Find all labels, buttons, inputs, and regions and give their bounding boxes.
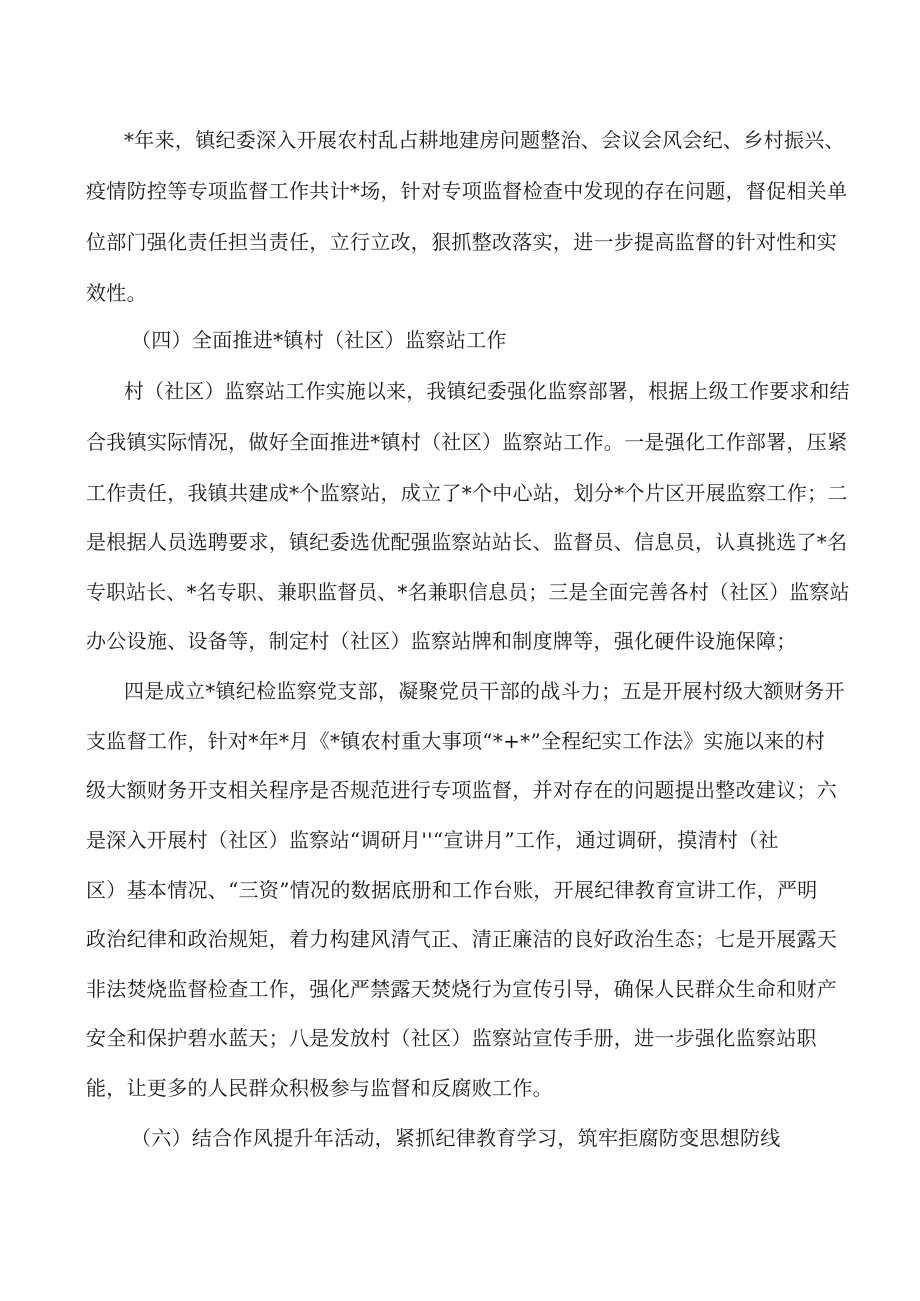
text-line: *年来，镇纪委深入开展农村乱占耕地建房问题整治、会议会风会纪、乡村振兴、 (124, 128, 845, 152)
text-line: 支监督工作，针对*年*月《*镇农村重大事项“*+*”全程纪实工作法》实施以来的村 (86, 729, 826, 753)
text-line: 村（社区）监察站工作实施以来，我镇纪委强化监察部署，根据上级工作要求和结 (124, 379, 850, 403)
text-line: 能，让更多的人民群众积极参与监督和反腐败工作。 (86, 1076, 553, 1100)
text-line: 安全和保护碧水蓝天；八是发放村（社区）监察站宣传手册，进一步强化监察站职 (86, 1026, 817, 1050)
text-line: 非法焚烧监督检查工作，强化严禁露天焚烧行为宣传引导，确保人民群众生命和财产 (86, 977, 838, 1001)
text-line: 工作责任，我镇共建成*个监察站，成立了*个中心站，划分*个片区开展监察工作；二 (86, 481, 848, 505)
text-line: 四是成立*镇纪检监察党支部，凝聚党员干部的战斗力；五是开展村级大额财务开 (124, 679, 845, 703)
text-line: 政治纪律和政治规矩，着力构建风清气正、清正廉洁的良好政治生态；七是开展露天 (86, 927, 838, 951)
text-line: 是深入开展村（社区）监察站“调研月''“宣讲月”工作，通过调研，摸清村（社 (86, 828, 779, 852)
heading-text: （六）结合作风提升年活动，紧抓纪律教育学习，筑牢拒腐防变思想防线 (131, 1126, 781, 1150)
text-line: 效性。 (86, 281, 147, 305)
text-line: 是根据人员选聘要求，镇纪委选优配强监察站站长、监督员、信息员，认真挑选了*名 (86, 530, 848, 554)
text-line: 区）基本情况、“三资”情况的数据底册和工作台账，开展纪律教育宣讲工作，严明 (86, 878, 818, 902)
text-line: 位部门强化责任担当责任，立行立改，狠抓整改落实，进一步提高监督的针对性和实 (86, 230, 838, 254)
heading-text: （四）全面推进*镇村（社区）监察站工作 (131, 328, 507, 352)
text-line: 专职站长、*名专职、兼职监督员、*名兼职信息员；三是全面完善各村（社区）监察站 (86, 580, 850, 604)
text-line: 级大额财务开支相关程序是否规范进行专项监督，并对存在的问题提出整改建议；六 (86, 778, 838, 802)
text-line: 办公设施、设备等，制定村（社区）监察站牌和制度牌等，强化硬件设施保障； (86, 629, 797, 653)
text-line: 合我镇实际情况，做好全面推进*镇村（社区）监察站工作。一是强化工作部署，压紧 (86, 430, 848, 454)
text-line: 疫情防控等专项监督工作共计*场，针对专项监督检查中发现的存在问题，督促相关单 (86, 179, 848, 203)
